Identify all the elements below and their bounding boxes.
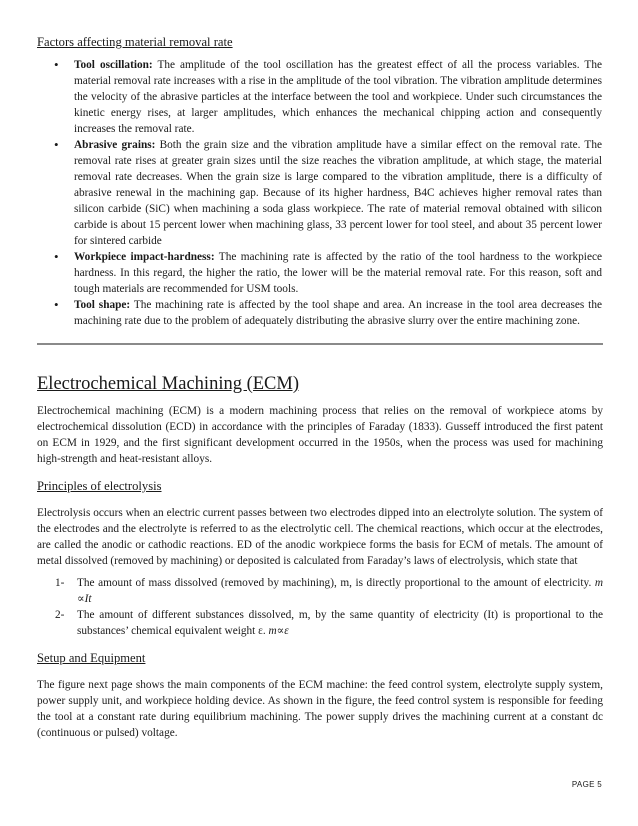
ecm-intro: Electrochemical machining (ECM) is a modern machining process that relies on the removal of workpiece atoms by electrochemical dissolution (ECD) in accordance with the principles of Faraday (1833). Gusseff introduced the first patent on ECM in 1929, and the first significant development occurred in the 1950s, when the process was used for machining high-strength and heat-resistant alloys.: [37, 405, 603, 465]
factors-list: [37, 57, 602, 329]
law-number: 1-: [55, 577, 65, 589]
law-text: The amount of different substances dissolved, m, by the same quantity of electricity (It) is proportional to the substances’ chemical equivalent weight ε.: [77, 609, 603, 637]
factors-section: [37, 34, 602, 329]
law-text: The amount of mass dissolved (removed by machining), m, is directly proportional to the amount of electricity.: [77, 577, 592, 589]
electrolysis-heading: Principles of electrolysis: [37, 479, 162, 493]
law-item: [37, 575, 603, 607]
section-divider: [37, 343, 603, 345]
factor-text: Both the grain size and the vibration amplitude have a similar effect on the removal rate. The removal rate rises at greater grain sizes until the size reaches the vibration amplitude, at which stage, the material removal rate decreases. When the grain size is large compared to the vibration amplitude, there is a difficulty of abrasive renewal in the machining gap. Because of its higher hardness, B4C achieves higher removal rates than silicon carbide (SiC) when machining a soda glass workpiece. The rate of material removal obtained with silicon carbide is about 15 percent lower when machining glass, 33 percent lower for tool steel, and about 35 percent lower for sintered carbide: [74, 139, 602, 247]
law-number: 2-: [55, 609, 65, 621]
factors-heading: Factors affecting material removal rate: [37, 35, 233, 49]
ecm-title: Electrochemical Machining (ECM): [37, 374, 299, 394]
factor-term: Workpiece impact-hardness:: [74, 251, 215, 263]
factor-term: Tool shape:: [74, 299, 131, 311]
factor-item: [37, 57, 602, 137]
law-formula: m∝ε: [265, 625, 289, 637]
factor-term: Tool oscillation:: [74, 59, 153, 71]
setup-heading: Setup and Equipment: [37, 651, 146, 665]
factor-text: The amplitude of the tool oscillation has the greatest effect of all the process variables. The material removal rate increases with a rise in the amplitude of the tool vibration. The vibration amplitude determines the velocity of the abrasive particles at the interface between the tool and workpiece. Under such circumstances the kinetic energy rises, at larger amplitudes, which enhances the mechanical chipping action and consequently increases the removal rate.: [74, 59, 602, 135]
factor-item: [37, 249, 602, 297]
faraday-laws-list: [37, 575, 603, 639]
setup-text: The figure next page shows the main components of the ECM machine: the feed control system, electrolyte supply system, power supply unit, and workpiece holding device. As shown in the figure, the feed control system is responsible for feeding the tool at a constant rate during equilibrium machining. The power supply drives the machining current at a constant dc (continuous or pulsed) voltage.: [37, 679, 603, 739]
law-formula: m ∝It: [77, 577, 603, 605]
factor-item: [37, 137, 602, 249]
electrolysis-text: Electrolysis occurs when an electric current passes between two electrodes dipped into an electrolyte solution. The system of the electrodes and the electrolyte is referred to as the electrolytic cell. The chemical reactions, which occur at the electrodes, are called the anodic or cathodic reactions. ED of the anodic workpiece forms the basis for ECM of metals. The amount of metal dissolved (removed by machining) or deposited is calculated from Faraday’s laws of electrolysis, which state that: [37, 507, 603, 567]
page-number: PAGE 5: [571, 780, 602, 789]
factor-term: Abrasive grains:: [74, 139, 156, 151]
factor-text: The machining rate is affected by the tool shape and area. An increase in the tool area decreases the machining rate due to the problem of adequately distributing the abrasive slurry over the entire machining zone.: [74, 299, 602, 327]
law-item: [37, 607, 603, 639]
ecm-section: [37, 403, 603, 741]
factor-item: [37, 297, 602, 329]
factor-text: The machining rate is affected by the ratio of the tool hardness to the workpiece hardness. In this regard, the higher the ratio, the lower will be the material removal rate. For this reason, soft and tough materials are recommended for USM tools.: [74, 251, 602, 295]
